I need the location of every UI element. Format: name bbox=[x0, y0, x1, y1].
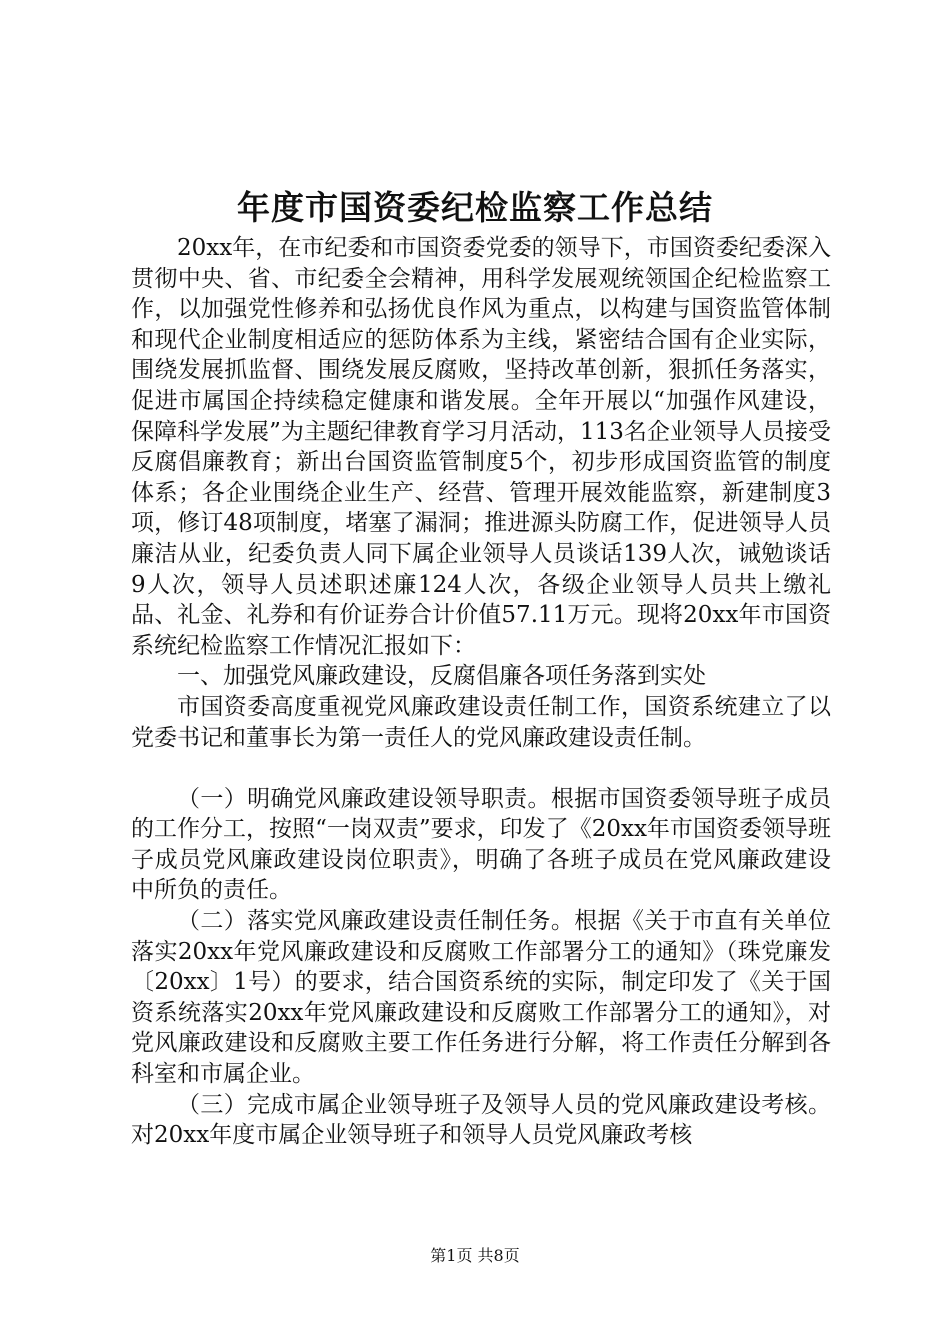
document-body bbox=[131, 233, 831, 1151]
section-intro-paragraph: 市国资委高度重视党风廉政建设责任制工作，国资系统建立了以党委书记和董事长为第一责任人的党风廉政建设责任制。 bbox=[131, 693, 831, 751]
section-heading: 一、加强党风廉政建设，反腐倡廉各项任务落到实处 bbox=[177, 663, 706, 690]
item-paragraph-2: （二）落实党风廉政建设责任制任务。根据《关于市直有关单位落实20xx年党风廉政建设和反腐败工作部署分工的通知》（珠党廉发〔20xx〕1号）的要求，结合国资系统的实际，制定印发了《关于国资系统落实20xx年党风廉政建设和反腐败工作部署分工的通知》，对党风廉政建设和反腐败主要工作任务进行分解，将工作责任分解到各科室和市属企业。 bbox=[131, 908, 831, 1088]
document-title: 年度市国资委纪检监察工作总结 bbox=[237, 188, 713, 227]
page-number: 第1页 共8页 bbox=[430, 1246, 520, 1265]
intro-paragraph: 20xx年，在市纪委和市国资委党委的领导下，市国资委纪委深入贯彻中央、省、市纪委全会精神，用科学发展观统领国企纪检监察工作，以加强党性修养和弘扬优良作风为重点，以构建与国资监管体制和现代企业制度相适应的惩防体系为主线，紧密结合国有企业实际，围绕发展抓监督、围绕发展反腐败，坚持改革创新，狠抓任务落实，促进市属国企持续稳定健康和谐发展。全年开展以“加强作风建设，保障科学发展”为主题纪律教育学习月活动，113名企业领导人员接受反腐倡廉教育；新出台国资监管制度5个，初步形成国资监管的制度体系；各企业围绕企业生产、经营、管理开展效能监察，新建制度3项，修订48项制度，堵塞了漏洞；推进源头防腐工作，促进领导人员廉洁从业，纪委负责人同下属企业领导人员谈话139人次，诫勉谈话9人次，领导人员述职述廉124人次，各级企业领导人员共上缴礼品、礼金、礼券和有价证券合计价值57.11万元。现将20xx年市国资系统纪检监察工作情况汇报如下： bbox=[131, 235, 831, 659]
item-paragraph-3: （三）完成市属企业领导班子及领导人员的党风廉政建设考核。对20xx年度市属企业领导班子和领导人员党风廉政考核 bbox=[131, 1091, 831, 1149]
item-paragraph-1: （一）明确党风廉政建设领导职责。根据市国资委领导班子成员的工作分工，按照“一岗双责”要求，印发了《20xx年市国资委领导班子成员党风廉政建设岗位职责》，明确了各班子成员在党风廉政建设中所负的责任。 bbox=[131, 785, 831, 904]
